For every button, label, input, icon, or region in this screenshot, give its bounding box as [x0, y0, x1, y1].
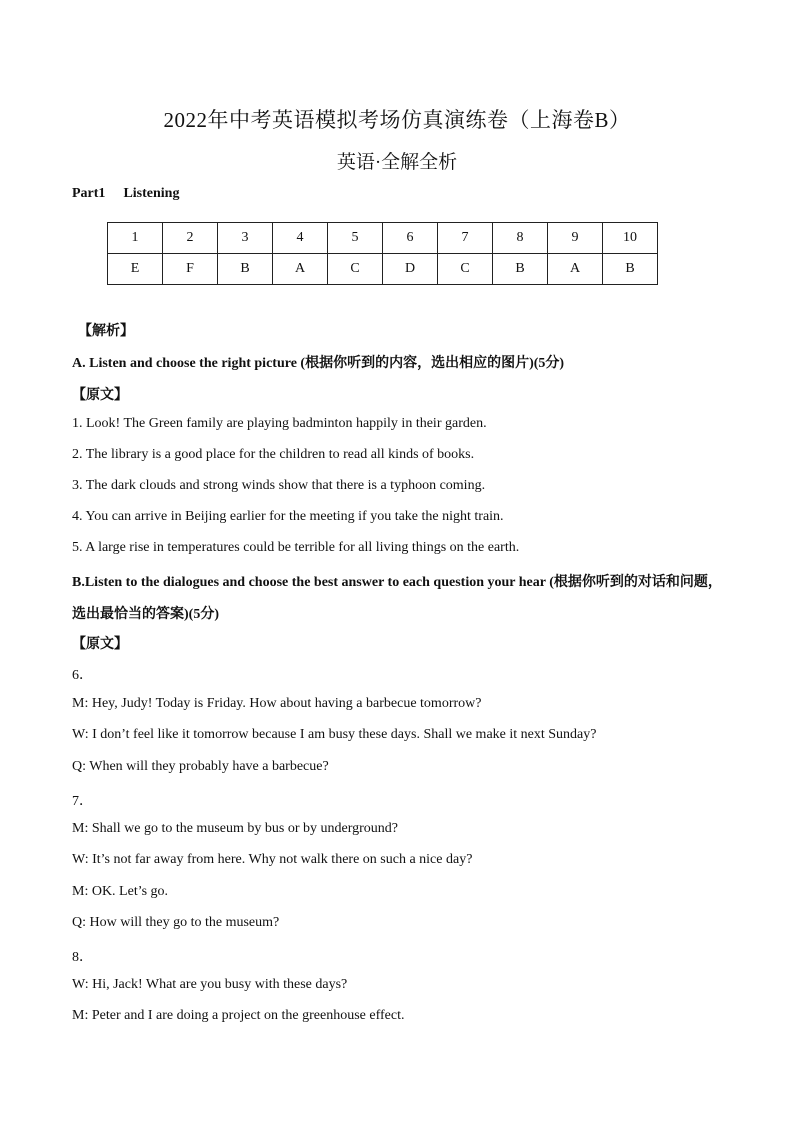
answer-letter: B — [218, 254, 273, 285]
dialogue-question: Q: How will they go to the museum? — [72, 915, 280, 930]
section-b-heading-cont: 选出最恰当的答案)(5分) — [72, 607, 219, 622]
section-b-heading: B.Listen to the dialogues and choose the best answer to each question your hear (根据你听到的对话和问题， — [72, 575, 722, 590]
answer-letter: F — [163, 254, 218, 285]
dialogue-line: W: Hi, Jack! What are you busy with these days? — [72, 977, 348, 992]
dialogue-line: W: It’s not far away from here. Why not walk there on such a nice day? — [72, 852, 473, 867]
answer-number: 10 — [603, 223, 658, 254]
answer-number: 8 — [493, 223, 548, 254]
answer-letter: B — [493, 254, 548, 285]
answer-letter: C — [438, 254, 493, 285]
transcript-line: 3. The dark clouds and strong winds show that there is a typhoon coming. — [72, 478, 486, 493]
transcript-line: 4. You can arrive in Beijing earlier for the meeting if you take the night train. — [72, 509, 504, 524]
page-title: 2022年中考英语模拟考场仿真演练卷（上海卷B） — [163, 108, 631, 132]
answer-number: 4 — [273, 223, 328, 254]
answer-letter: B — [603, 254, 658, 285]
dialogue-line: M: Shall we go to the museum by bus or by underground? — [72, 821, 398, 836]
dialogue-line: M: OK. Let’s go. — [72, 884, 169, 899]
answer-number: 3 — [218, 223, 273, 254]
answer-number: 1 — [108, 223, 163, 254]
dialogue-line: M: Hey, Judy! Today is Friday. How about having a barbecue tomorrow? — [72, 696, 482, 711]
transcript-line: 2. The library is a good place for the children to read all kinds of books. — [72, 447, 475, 462]
dialogue-line: W: I don’t feel like it tomorrow because I am busy these days. Shall we make it next Sunday? — [72, 727, 597, 742]
answer-table-number-row — [108, 223, 658, 254]
part1-label: Part1 — [72, 186, 106, 201]
answer-number: 9 — [548, 223, 603, 254]
answer-letter: A — [273, 254, 328, 285]
analysis-heading: 【解析】 — [78, 324, 134, 339]
original-text-label: 【原文】 — [72, 388, 128, 403]
answer-number: 7 — [438, 223, 493, 254]
answer-number: 6 — [383, 223, 438, 254]
dialogue-question: Q: When will they probably have a barbecue? — [72, 759, 329, 774]
answer-number: 5 — [328, 223, 383, 254]
question-number: 8． — [72, 950, 93, 965]
transcript-line: 5. A large rise in temperatures could be terrible for all living things on the earth. — [72, 540, 520, 555]
page-subtitle: 英语·全解全析 — [336, 152, 458, 173]
part1-heading — [72, 186, 179, 202]
answer-table — [107, 222, 658, 285]
answer-letter: E — [108, 254, 163, 285]
section-a-heading: A. Listen and choose the right picture (根据你听到的内容，选出相应的图片)(5分) — [72, 356, 565, 371]
part1-name: Listening — [123, 186, 180, 201]
answer-number: 2 — [163, 223, 218, 254]
original-text-label: 【原文】 — [72, 637, 128, 652]
dialogue-line: M: Peter and I are doing a project on the greenhouse effect. — [72, 1008, 405, 1023]
answer-letter: A — [548, 254, 603, 285]
transcript-line: 1. Look! The Green family are playing badminton happily in their garden. — [72, 416, 487, 431]
answer-table-answer-row — [108, 254, 658, 285]
question-number: 6． — [72, 668, 93, 683]
question-number: 7． — [72, 794, 93, 809]
answer-letter: C — [328, 254, 383, 285]
answer-letter: D — [383, 254, 438, 285]
